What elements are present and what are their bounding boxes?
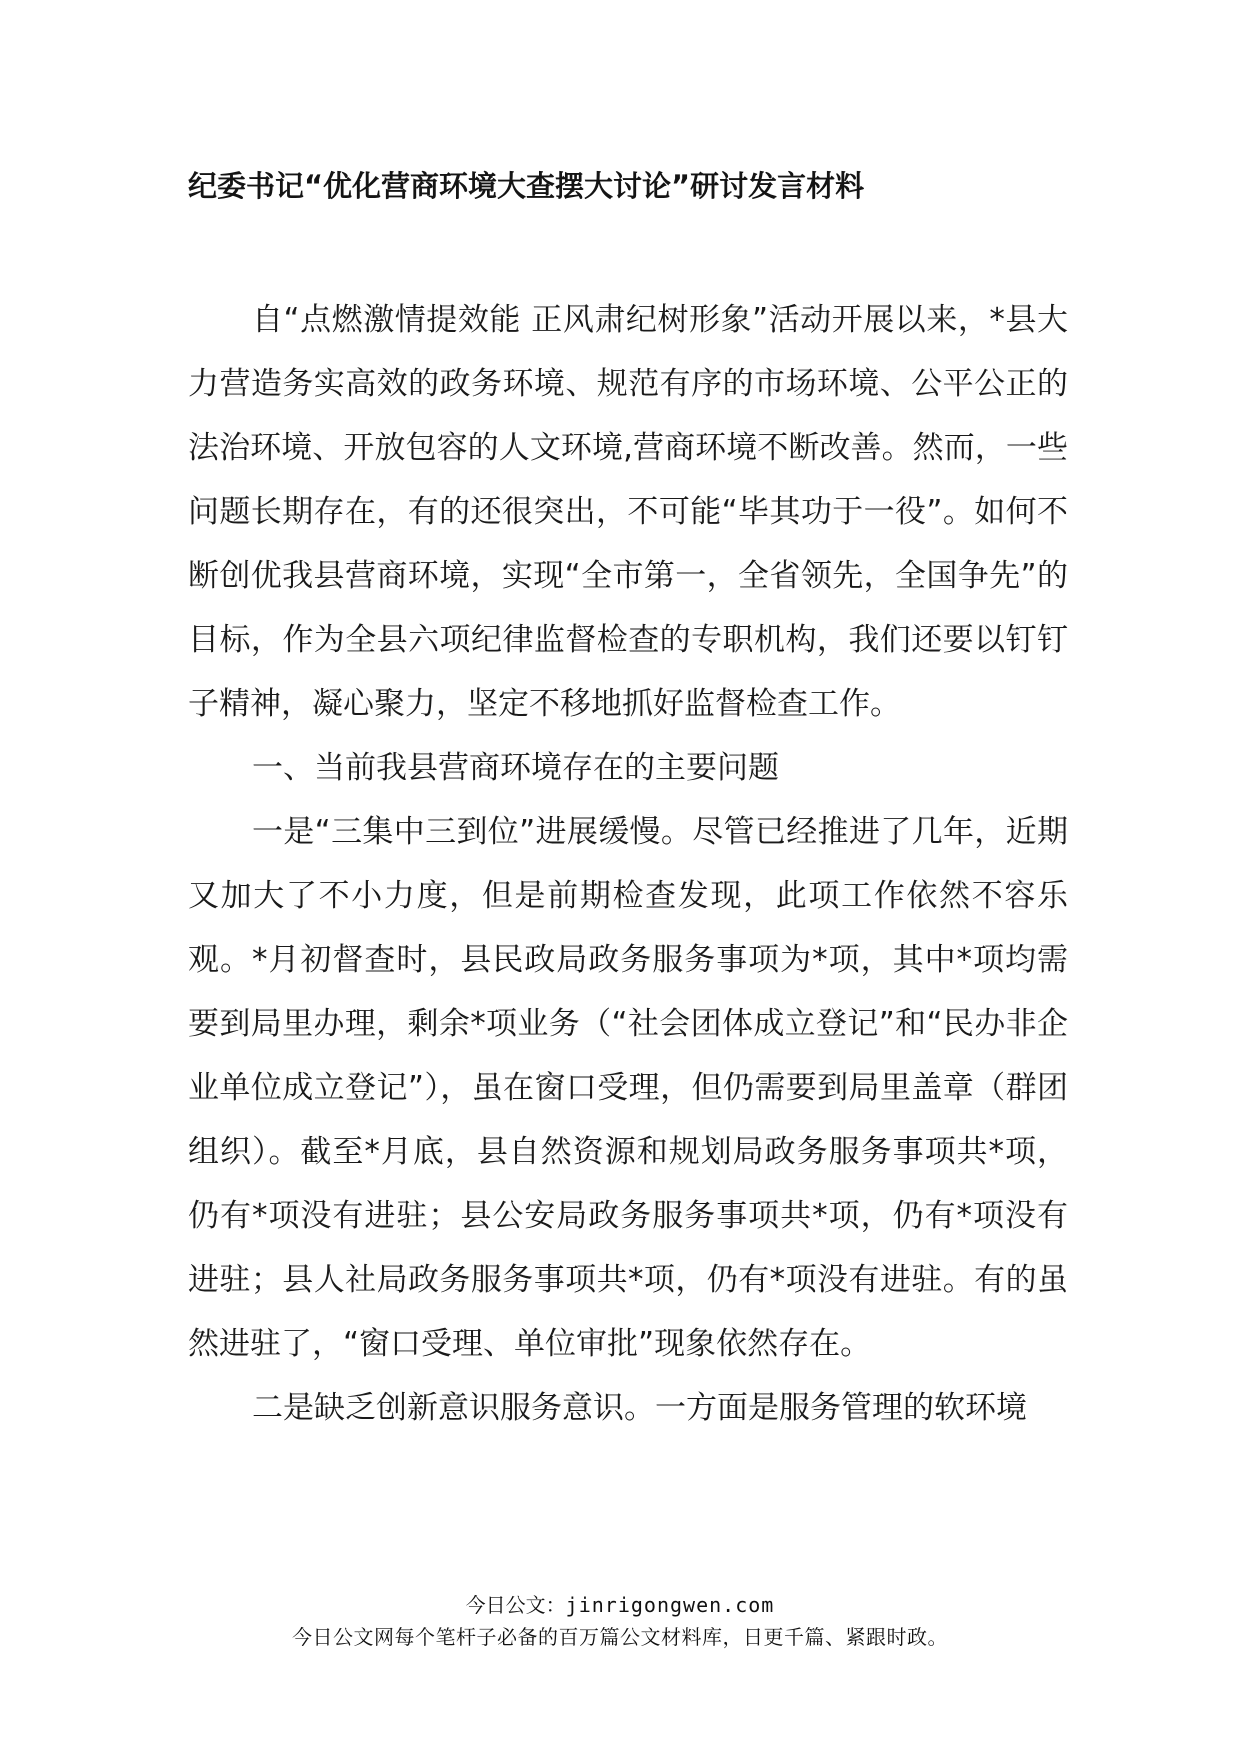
footer-site-label: 今日公文： <box>465 1593 566 1617</box>
footer-site-line <box>0 1590 1240 1620</box>
document-title: 纪委书记“优化营商环境大查摆大讨论”研讨发言材料 <box>188 169 865 203</box>
paragraph-issue-two: 二是缺乏创新意识服务意识。一方面是服务管理的软环境 <box>252 1390 1027 1426</box>
page-footer <box>0 1590 1240 1652</box>
paragraph-intro: 自“点燃激情提效能 正风肃纪树形象”活动开展以来，*县大力营造务实高效的政务环境、规范有序的市场环境、公平公正的法治环境、开放包容的人文环境,营商环境不断改善。然而，一些问题长期存在，有的还很突出，不可能“毕其功于一役”。如何不断创优我县营商环境，实现“全市第一，全省领先，全国争先”的目标，作为全县六项纪律监督检查的专职机构，我们还要以钉钉子精神，凝心聚力，坚定不移地抓好监督检查工作。 <box>188 302 1068 722</box>
document-body <box>188 288 1068 1440</box>
footer-site-url: jinrigongwen.com <box>565 1593 775 1617</box>
footer-slogan: 今日公文网每个笔杆子必备的百万篇公文材料库，日更千篇、紧跟时政。 <box>292 1625 948 1649</box>
section-heading: 一、当前我县营商环境存在的主要问题 <box>252 750 779 786</box>
paragraph-issue-one: 一是“三集中三到位”进展缓慢。尽管已经推进了几年，近期又加大了不小力度，但是前期检查发现，此项工作依然不容乐观。*月初督查时，县民政局政务服务事项为*项，其中*项均需要到局里办理，剩余*项业务（“社会团体成立登记”和“民办非企业单位成立登记”），虽在窗口受理，但仍需要到局里盖章（群团组织）。截至*月底，县自然资源和规划局政务服务事项共*项，仍有*项没有进驻；县公安局政务服务事项共*项，仍有*项没有进驻；县人社局政务服务事项共*项，仍有*项没有进驻。有的虽然进驻了，“窗口受理、单位审批”现象依然存在。 <box>188 814 1068 1362</box>
